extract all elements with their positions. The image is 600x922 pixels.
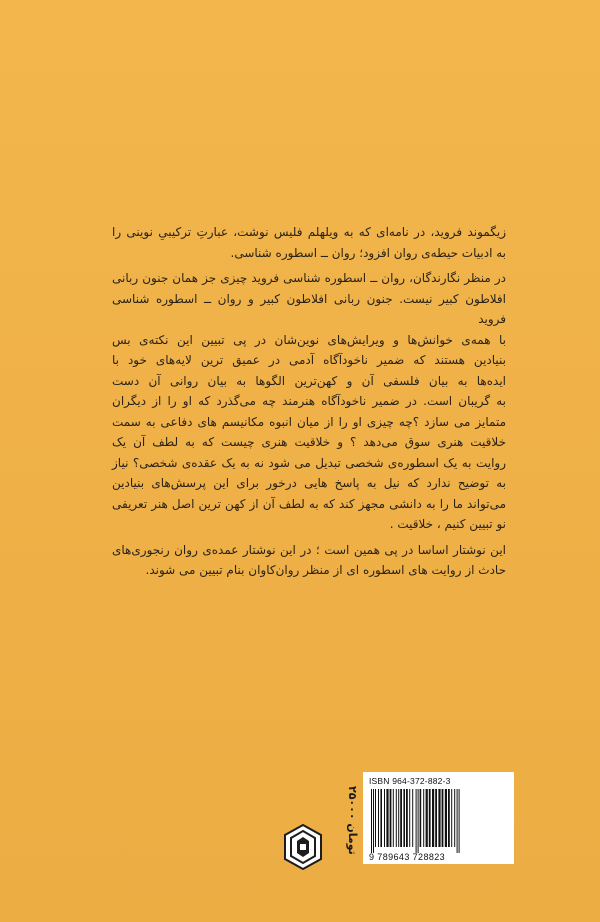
barcode-bar (386, 789, 388, 847)
barcode-bar (390, 789, 392, 847)
text-line: زیگموند فروید، در نامه‌ای که به ویلهلم فلیس نوشت، عبارتِ ترکیبیِ نوینی را (112, 225, 506, 239)
text-line: به توضیح ندارد که نیل به پاسخ هایی درخور برای این پرسش‌های بنیادین (112, 476, 506, 490)
blurb-paragraph-2 (112, 268, 506, 535)
barcode-bar (420, 789, 422, 847)
barcode-bar (371, 789, 372, 853)
text-line: افلاطون کبیر نیست. جنون ربانی افلاطون کبیر و روان ــ اسطوره شناسی فروید (112, 291, 506, 326)
barcode-bar (398, 789, 399, 847)
text-line: بنیادین هستند که ضمیر ناخودآگاه آدمی در عمیق ترین لایه‌های خود با (112, 353, 506, 367)
barcode-bar (435, 789, 437, 847)
barcode-bar (442, 789, 444, 847)
blurb-paragraph-1 (112, 222, 506, 263)
barcode-label (363, 772, 514, 864)
barcode-bar (373, 789, 374, 853)
barcode-bar (393, 789, 394, 847)
barcode-bars (369, 789, 497, 853)
barcode-bar (396, 789, 397, 847)
barcode-bar (380, 789, 382, 847)
barcode-number: 9 789643 728823 (369, 852, 446, 862)
text-line: متمایز می سازد ؟چه چیزی او را از میان انبوه مکانیسم های دفاعی به سمت (112, 414, 506, 429)
barcode-bar (378, 789, 379, 847)
text-line: در منظر نگارندگان، روان ــ اسطوره شناسی فروید چیزی جز همان جنون ربانی (112, 271, 506, 285)
text-line: می‌تواند ما را به دانشی مجهز کند که به لطف آن از کهن ترین اصل هنر تعریفی (112, 496, 506, 511)
blurb-paragraph-3 (112, 540, 506, 581)
publisher-logo-icon (283, 824, 323, 870)
barcode-bar (416, 789, 417, 853)
barcode-bar (459, 789, 460, 853)
text-line: به ادبیات حیطه‌ی روان افزود؛ روان ــ اسطوره شناسی. (230, 245, 506, 260)
text-line: به گریبان است. در ضمیر ناخودآگاه هنرمند چه می‌گذرد که او را از دیگران (112, 394, 506, 408)
barcode-bar (448, 789, 450, 847)
text-line: خلاقیت هنری سوق می‌دهد ؟ و خلاقیت هنری چیست که به لطف آن یک (112, 435, 506, 449)
barcode-bar (438, 789, 440, 847)
barcode-bar (426, 789, 428, 847)
barcode-bar (429, 789, 431, 847)
barcode-bar (406, 789, 408, 847)
isbn-text: ISBN 964-372-882-3 (369, 776, 451, 786)
barcode-bar (384, 789, 385, 847)
blurb-text (112, 222, 506, 586)
barcode-bar (451, 789, 452, 847)
text-line: نو تبیین کنیم ، خلاقیت . (389, 517, 506, 531)
text-line: ایده‌ها به بیان فلسفی آن و کهن‌ترین الگوها به بیان روانی آن دست (112, 373, 506, 388)
text-line: حادث از روایت های اسطوره ای از منظر روان‌کاوان بنام تبیین می شوند. (145, 563, 506, 577)
barcode-bar (445, 789, 447, 847)
barcode-bar (409, 789, 410, 847)
text-line: این نوشتار اساسا در پی همین است ؛ در این نوشتار عمده‌ی روان رنجوری‌های (112, 542, 506, 557)
barcode-bar (423, 789, 424, 847)
barcode-bar (418, 789, 419, 853)
price-label: ۲۵۰۰۰ تومان (346, 785, 359, 855)
text-line: روایت به یک اسطوره‌ی شخصی تبدیل می شود نه به یک عقده‌ی شخصی؟ نیاز (112, 455, 506, 470)
barcode-bar (457, 789, 458, 853)
text-line: با همه‌ی خوانش‌ها و ویرایش‌های نوین‌شان در پی تبیین این نکته‌ی بس (112, 332, 506, 347)
barcode-bar (454, 789, 455, 847)
barcode-bar (432, 789, 434, 847)
barcode-bar (403, 789, 405, 847)
barcode-bar (412, 789, 413, 847)
barcode-bar (375, 789, 376, 847)
barcode-bar (400, 789, 402, 847)
